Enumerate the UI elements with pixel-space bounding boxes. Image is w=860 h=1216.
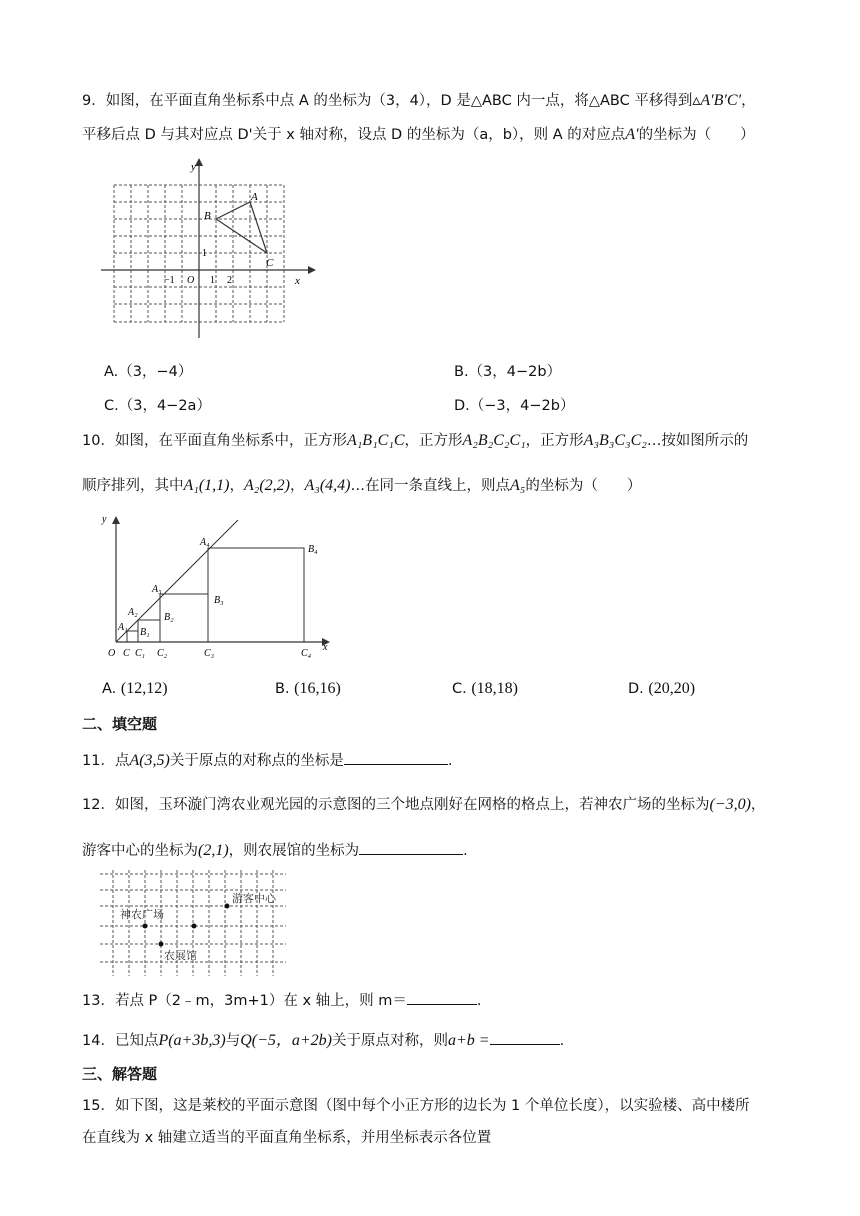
q10-label-c4: C₄ [301, 648, 312, 659]
q13-answer-blank[interactable] [407, 990, 477, 1005]
q15-line1: 15．如下图，这是莱校的平面示意图（图中每个小正方形的边长为 1 个单位长度），以实验楼、高中楼所 [82, 1098, 750, 1114]
q10-option-b-value: (16,16) [294, 680, 341, 697]
q10-label-b3: B₃ [214, 595, 224, 606]
q10-text2-mid: …在同一条直线上，则点 [350, 478, 510, 494]
q9-label-y: y [191, 161, 196, 173]
q14-end: . [559, 1033, 565, 1049]
q9-label-1: 1 [210, 275, 215, 286]
q14-line [82, 1030, 564, 1051]
q10-option-c-letter: C. [452, 681, 467, 697]
q9-text1: 9．如图，在平面直角坐标系中点 A 的坐标为（3，4），D 是△ABC 内一点，将△ABC 平移得到 [82, 93, 693, 109]
q10-label-b4: B₄ [308, 544, 318, 555]
q11-point: A(3,5) [129, 752, 170, 769]
q10-option-d[interactable] [628, 680, 695, 698]
q9-option-b[interactable]: B.（3，4−2b） [454, 364, 562, 380]
q10-option-a[interactable] [102, 680, 168, 698]
q12-dot-shennong [143, 924, 148, 929]
q10-labels [101, 514, 328, 659]
q10-point2: A₂(2,2) [244, 477, 290, 494]
q10-option-d-letter: D. [628, 681, 644, 697]
q10-comma2: ， [290, 478, 305, 494]
q9-label-neg1: −1 [164, 275, 175, 286]
q10-label-c1: C₁ [135, 648, 146, 659]
q10-line1 [82, 431, 748, 451]
q10-option-c[interactable] [452, 680, 518, 698]
q10-label-c: C [123, 648, 130, 659]
q10-option-a-letter: A. [102, 681, 117, 697]
q9-label-o: O [187, 275, 195, 286]
q10-label-a3: A₃ [152, 584, 162, 595]
q12-text2: 游客中心的坐标为 [82, 843, 198, 859]
q14-mid: 与 [225, 1033, 241, 1049]
q9-a-prime: A′ [625, 126, 639, 143]
q10-option-b-letter: B. [275, 681, 290, 697]
q10-label-c3: C₃ [204, 648, 215, 659]
q10-label-x: x [323, 642, 328, 653]
q10-text2-end: 的坐标为（ ） [525, 478, 642, 494]
q10-label-a4: A₄ [200, 537, 210, 548]
q10-option-a-value: (12,12) [120, 680, 168, 697]
q12-figure [98, 868, 290, 980]
q13-end: . [476, 993, 482, 1009]
q9-label-x: x [295, 275, 300, 287]
q9-line1 [82, 91, 756, 111]
q12-text1: 12．如图，玉环漩门湾农业观光园的示意图的三个地点刚好在网格的格点上，若神农广场的坐标为 [82, 797, 710, 813]
q9-text2: 平移后点 D 与其对应点 D'关于 x 轴对称，设点 D 的坐标为（a，b），则 A 的对应点 [82, 127, 626, 143]
q13-text: 13．若点 P（2﹣m，3m+1）在 x 轴上，则 m＝ [82, 993, 407, 1009]
q13-line [82, 990, 482, 1011]
section-solve-heading: 三、解答题 [82, 1065, 158, 1083]
q10-label-o: O [108, 648, 116, 659]
q10-diagonal-line [116, 520, 238, 642]
q14-point-p: P(a+3b,3) [158, 1032, 226, 1049]
q10-point1: A₁(1,1) [183, 477, 230, 494]
q12-dot-exhibit [159, 942, 164, 947]
q12-label-exhibit: 农展馆 [164, 949, 197, 962]
q10-label-c2: C₂ [157, 648, 168, 659]
q12-text2-post: ，则农展馆的坐标为 [228, 843, 360, 859]
q10-label-y: y [102, 514, 107, 525]
q10-sep2: ，正方形 [525, 433, 584, 449]
q10-point3: A₃(4,4) [304, 477, 351, 494]
q9-trail: ， [741, 93, 756, 109]
q9-label-b: B [204, 210, 211, 222]
section-fill-blank-heading: 二、填空题 [82, 715, 158, 733]
q10-square1: A₁B₁C₁C [346, 432, 405, 449]
q9-label-2: 2 [227, 275, 232, 286]
q9-label-c: C [266, 257, 274, 269]
q9-triangle-prime: ▵A′B′C′ [692, 92, 742, 109]
q10-a5: A₅ [510, 477, 526, 494]
q10-text1-end: …按如图所示的 [646, 433, 749, 449]
q11-answer-blank[interactable] [344, 750, 448, 765]
q10-label-b2: B₂ [164, 612, 174, 623]
q14-expression: a+b = [448, 1032, 490, 1049]
q10-square3: A₃B₃C₃C₂ [583, 432, 647, 449]
q12-trail: ， [750, 797, 766, 813]
q10-option-d-value: (20,20) [648, 680, 696, 697]
q11-text: 11．点 [82, 753, 130, 769]
q12-label-shennong: 神农广场 [120, 908, 164, 921]
q10-label-a2: A₂ [128, 607, 138, 618]
q14-answer-blank[interactable] [490, 1030, 560, 1045]
q15-line2: 在直线为 x 轴建立适当的平面直角坐标系，并用坐标表示各位置 [82, 1130, 492, 1146]
q11-end: . [447, 753, 453, 769]
q9-option-d[interactable]: D.（−3，4−2b） [454, 398, 575, 414]
q10-figure [96, 512, 346, 664]
q9-y-arrow [195, 158, 203, 166]
q9-label-a: A [251, 191, 258, 203]
q9-x-arrow [308, 266, 316, 274]
q9-line2 [82, 125, 755, 145]
q10-line2 [82, 476, 641, 496]
q12-line1 [82, 795, 765, 815]
q10-text2: 顺序排列，其中 [82, 478, 184, 494]
q10-text1: 10．如图，在平面直角坐标系中，正方形 [82, 433, 347, 449]
q9-triangle-abc [216, 202, 267, 253]
q10-sep1: ，正方形 [404, 433, 463, 449]
q10-square2: A₂B₂C₂C₁ [462, 432, 526, 449]
q10-label-b1: B₁ [140, 627, 150, 638]
q12-end: . [463, 843, 468, 859]
q14-point-q: Q(−5，a+2b) [240, 1032, 332, 1049]
q12-coord1: (−3,0) [709, 796, 751, 813]
q12-dot-visitor [225, 904, 230, 909]
q10-y-arrow [112, 516, 120, 524]
q12-answer-blank[interactable] [359, 840, 463, 855]
q9-option-c[interactable]: C.（3，4−2a） [104, 398, 211, 414]
q10-comma1: ， [229, 478, 244, 494]
q9-figure [98, 152, 318, 342]
q9-option-a[interactable]: A.（3，−4） [104, 364, 193, 380]
q12-dot-origin [192, 924, 197, 929]
q11-line [82, 750, 453, 771]
q10-option-c-value: (18,18) [471, 680, 518, 697]
q10-label-a1: A₁ [118, 622, 128, 633]
q11-text2: 关于原点的对称点的坐标是 [169, 753, 344, 769]
q10-option-b[interactable] [275, 680, 341, 698]
q9-label-y1: 1 [202, 248, 207, 259]
q14-text2: 关于原点对称，则 [332, 1033, 448, 1049]
q12-label-visitor: 游客中心 [232, 892, 276, 905]
q9-text2-end: 的坐标为（ ） [638, 127, 755, 143]
q14-text: 14．已知点 [82, 1033, 159, 1049]
q12-coord2: (2,1) [198, 842, 229, 859]
q12-line2 [82, 840, 468, 861]
